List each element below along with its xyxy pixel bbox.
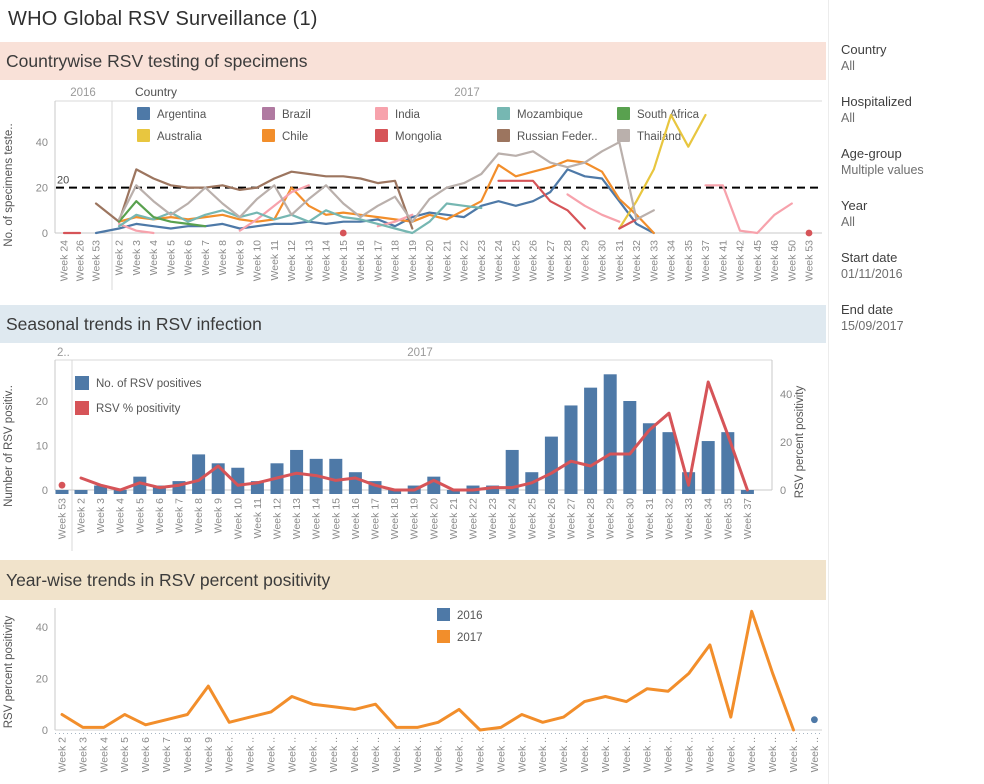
legend-label: Chile [282, 131, 309, 143]
y-tick-label: 0 [41, 228, 48, 240]
legend-swatch-argentina[interactable] [137, 107, 150, 120]
legend-label: Thailand [637, 131, 682, 143]
legend-label-positives: No. of RSV positives [96, 378, 202, 390]
legend-label-2017: 2017 [457, 632, 483, 644]
x-tick-label: Week 13 [291, 498, 304, 540]
rsv-positivity-point [59, 482, 66, 489]
x-tick-label: Week 35 [722, 498, 735, 540]
legend-swatch-chile[interactable] [262, 129, 275, 142]
legend-swatch-thailand[interactable] [617, 129, 630, 142]
x-tick-label: Week 2 [113, 240, 126, 276]
x-tick-label: Week .. [725, 737, 738, 773]
x-tick-label: Week 23 [475, 240, 488, 282]
bar-week-29 [604, 374, 617, 494]
x-tick-label: Week 3 [95, 498, 108, 534]
x-tick-label: Week 22 [467, 498, 480, 540]
x-tick-label: Week .. [683, 737, 696, 773]
x-tick-label: Week 16 [349, 498, 362, 540]
x-tick-label: Week .. [767, 737, 780, 773]
x-tick-label: Week 3 [130, 240, 143, 276]
x-tick-label: Week 4 [98, 737, 111, 773]
bar-week-8 [192, 454, 205, 494]
x-tick-label: Week 37 [700, 240, 712, 282]
filter-country[interactable] [841, 42, 984, 94]
bar-week-34 [702, 441, 715, 494]
bar-week-35 [721, 432, 734, 494]
filter-hospitalized[interactable] [841, 94, 984, 146]
x-tick-label: Week 7 [173, 498, 186, 534]
filter-value[interactable]: All [841, 111, 855, 125]
x-tick-label: Week 16 [355, 240, 367, 282]
filter-label: End date [841, 302, 894, 317]
filter-year[interactable] [841, 198, 984, 250]
legend-label-2016: 2016 [457, 610, 483, 622]
legend-swatch-2017[interactable] [437, 630, 450, 643]
x-tick-label: Week .. [516, 737, 529, 773]
x-tick-label: Week 11 [268, 240, 281, 281]
y-tick-label: 0 [41, 725, 48, 737]
x-tick-label: Week 17 [372, 240, 385, 282]
x-tick-label: Week 4 [114, 498, 127, 534]
x-tick-label: Week 27 [544, 240, 557, 282]
x-tick-label: Week 10 [232, 498, 245, 540]
y-axis-title: RSV percent positivity [3, 615, 15, 729]
reference-line-label: 20 [57, 174, 70, 187]
x-tick-label: Week 31 [643, 498, 656, 540]
x-tick-label: Week 41 [717, 240, 730, 282]
legend-swatch-brazil[interactable] [262, 107, 275, 120]
series-south-africa-line [119, 201, 205, 226]
x-tick-label: Week 13 [303, 240, 316, 282]
x-tick-label: Week 3 [77, 737, 90, 773]
right-y-tick: 0 [780, 485, 787, 497]
right-y-tick: 20 [780, 437, 793, 449]
x-tick-label: Week 22 [458, 240, 471, 282]
x-tick-label: Week 26 [74, 240, 87, 282]
series-2017-line [62, 611, 794, 730]
legend-label: South Africa [637, 109, 700, 121]
x-tick-label: Week 53 [56, 498, 69, 540]
x-tick-label: Week .. [411, 737, 424, 773]
x-tick-label: Week .. [620, 737, 633, 773]
x-tick-label: Week .. [558, 737, 571, 773]
x-tick-label: Week .. [390, 737, 403, 773]
x-tick-label: Week .. [495, 737, 508, 773]
section-title-yearwise: Year-wise trends in RSV percent positivity [6, 569, 331, 590]
x-tick-label: Week 25 [526, 498, 539, 540]
filter-label: Hospitalized [841, 94, 912, 109]
x-tick-label: Week 45 [751, 240, 764, 282]
y-tick-label: 40 [35, 621, 48, 634]
x-tick-label: Week 30 [624, 498, 637, 540]
filter-end-date[interactable] [841, 302, 984, 354]
legend-swatch-2016[interactable] [437, 608, 450, 621]
legend-label: Argentina [157, 109, 207, 121]
legend-swatch-positives[interactable] [75, 376, 89, 390]
series-mongolia-point [340, 230, 347, 237]
x-tick-label: Week 19 [408, 498, 421, 540]
chart-countrywise-specimens[interactable] [0, 85, 828, 300]
section-title-seasonal: Seasonal trends in RSV infection [6, 313, 262, 334]
year-label-2017: 2017 [407, 347, 433, 359]
legend-swatch-india[interactable] [375, 107, 388, 120]
filter-value[interactable]: Multiple values [841, 163, 924, 177]
x-tick-label: Week 6 [140, 737, 153, 773]
legend-label: Australia [157, 131, 202, 143]
bar-week-15 [329, 459, 342, 494]
section-title-countrywise: Countrywise RSV testing of specimens [6, 50, 308, 71]
series-2016-point [811, 716, 818, 723]
x-tick-label: Week 19 [406, 240, 419, 282]
x-tick-label: Week 24 [58, 240, 71, 282]
x-tick-label: Week 53 [803, 240, 816, 282]
section-header-countrywise [0, 42, 826, 80]
legend-label: India [395, 109, 420, 121]
filter-value[interactable]: All [841, 59, 855, 73]
y-tick-label: 40 [35, 137, 48, 150]
bar-week-27 [565, 405, 578, 494]
legend-label: Mozambique [517, 109, 583, 121]
x-tick-label: Week 14 [310, 498, 323, 540]
filter-age-group[interactable] [841, 146, 984, 198]
y-tick-label: 20 [35, 182, 48, 195]
x-tick-label: Week .. [349, 737, 362, 773]
x-tick-label: Week 29 [579, 240, 592, 282]
x-tick-label: Week 32 [631, 240, 643, 282]
year-label-2017: 2017 [454, 87, 480, 99]
x-tick-label: Week .. [244, 737, 257, 773]
x-tick-label: Week 30 [596, 240, 609, 282]
x-tick-label: Week .. [474, 737, 487, 773]
filter-value[interactable]: 01/11/2016 [841, 267, 903, 281]
x-tick-label: Week 24 [506, 498, 519, 540]
x-tick-label: Week 2 [56, 737, 69, 773]
year-label-2016: 2016 [70, 87, 96, 99]
filter-label: Start date [841, 250, 898, 265]
x-tick-label: Week .. [641, 737, 654, 773]
x-tick-label: Week 6 [153, 498, 166, 534]
x-tick-label: Week 8 [217, 240, 229, 276]
x-tick-label: Week 15 [337, 240, 350, 282]
page-title: WHO Global RSV Surveillance (1) [8, 8, 318, 30]
x-tick-label: Week 20 [428, 498, 441, 540]
x-tick-label: Week .. [307, 737, 320, 773]
legend-label-positivity: RSV % positivity [96, 403, 181, 415]
bar-week-2 [75, 490, 88, 494]
x-tick-label: Week .. [788, 737, 800, 773]
legend-swatch-mozambique[interactable] [497, 107, 510, 120]
x-tick-label: Week .. [370, 737, 382, 773]
x-tick-label: Week 20 [424, 240, 436, 282]
x-tick-label: Week .. [579, 737, 591, 773]
x-tick-label: Week .. [808, 737, 821, 773]
x-tick-label: Week 2 [75, 498, 88, 534]
x-tick-label: Week .. [223, 737, 236, 773]
x-tick-label: Week .. [328, 737, 341, 773]
filter-label: Year [841, 198, 868, 213]
left-y-tick: 0 [41, 485, 48, 497]
x-tick-label: Week 8 [193, 498, 206, 534]
legend-swatch-south-africa[interactable] [617, 107, 630, 120]
x-tick-label: Week 9 [212, 498, 225, 534]
x-tick-label: Week .. [265, 737, 278, 773]
legend-swatch-positivity[interactable] [75, 401, 89, 415]
x-tick-label: Week .. [432, 737, 445, 773]
bar-week-16 [349, 472, 362, 494]
x-tick-label: Week 32 [663, 498, 676, 540]
x-tick-label: Week 9 [202, 737, 215, 773]
x-tick-label: Week 34 [665, 240, 678, 282]
x-tick-label: Week .. [704, 737, 717, 773]
x-tick-label: Week 50 [786, 240, 799, 282]
left-axis-title: Number of RSV positiv.. [3, 385, 15, 507]
bar-week-53 [56, 490, 69, 494]
x-tick-label: Week 4 [148, 240, 160, 276]
x-tick-label: Week 8 [181, 737, 194, 773]
x-tick-label: Week 46 [769, 240, 781, 282]
chart-yearwise-positivity[interactable] [0, 600, 828, 784]
x-tick-label: Week 17 [369, 498, 382, 540]
y-tick-label: 20 [35, 673, 48, 686]
x-tick-label: Week .. [286, 737, 299, 773]
x-tick-label: Week 24 [493, 240, 505, 282]
x-tick-label: Week 9 [234, 240, 247, 276]
x-tick-label: Week 28 [562, 240, 574, 282]
legend-swatch-russian-feder-[interactable] [497, 129, 510, 142]
x-tick-label: Week 26 [527, 240, 540, 282]
x-tick-label: Week 7 [161, 737, 173, 773]
section-header-seasonal [0, 305, 826, 343]
legend-swatch-mongolia[interactable] [375, 129, 388, 142]
filter-sidebar [828, 0, 984, 784]
x-tick-label: Week 21 [441, 240, 454, 282]
x-tick-label: Week 5 [134, 498, 147, 534]
legend-label: Russian Feder.. [517, 131, 598, 143]
bar-week-28 [584, 388, 597, 494]
y-axis-title: No. of specimens teste.. [3, 123, 15, 247]
x-tick-label: Week 11 [251, 498, 264, 539]
section-header-yearwise [0, 560, 826, 600]
filter-value[interactable]: All [841, 215, 855, 229]
x-tick-label: Week 6 [182, 240, 195, 276]
x-tick-label: Week 14 [320, 240, 333, 282]
x-tick-label: Week 12 [286, 240, 298, 282]
series-mongolia-point [806, 230, 813, 237]
bar-week-26 [545, 437, 558, 494]
bar-week-32 [663, 432, 676, 494]
x-tick-label: Week .. [662, 737, 675, 773]
x-tick-label: Week 33 [648, 240, 661, 282]
x-tick-label: Week 42 [734, 240, 747, 282]
legend-label: Brazil [282, 109, 311, 121]
x-tick-label: Week 33 [683, 498, 696, 540]
legend-swatch-australia[interactable] [137, 129, 150, 142]
x-tick-label: Week 21 [447, 498, 460, 540]
x-tick-label: Week 25 [510, 240, 523, 282]
right-y-tick: 40 [780, 389, 793, 401]
x-tick-label: Week 10 [251, 240, 264, 282]
x-tick-label: Week 18 [389, 240, 402, 282]
x-tick-label: Week 26 [545, 498, 558, 540]
filter-label: Country [841, 42, 887, 57]
year-label-2016: 2.. [57, 347, 70, 359]
x-tick-label: Week .. [453, 737, 466, 773]
filter-start-date[interactable] [841, 250, 984, 302]
filter-value[interactable]: 15/09/2017 [841, 319, 904, 333]
series-india-line [706, 185, 792, 233]
chart-seasonal-trends[interactable] [0, 346, 828, 558]
x-tick-label: Week 12 [271, 498, 284, 540]
left-y-tick: 10 [35, 440, 48, 453]
filter-label: Age-group [841, 146, 902, 161]
x-tick-label: Week 29 [604, 498, 617, 540]
x-tick-label: Week 5 [119, 737, 132, 773]
x-tick-label: Week .. [746, 737, 759, 773]
x-tick-label: Week .. [537, 737, 550, 773]
left-y-tick: 20 [35, 396, 48, 408]
x-tick-label: Week 37 [741, 498, 754, 540]
x-tick-label: Week 15 [330, 498, 343, 540]
x-tick-label: Week 7 [199, 240, 212, 276]
legend-label: Mongolia [395, 131, 442, 143]
x-tick-label: Week 31 [613, 240, 626, 282]
x-tick-label: Week 53 [90, 240, 103, 282]
x-tick-label: Week .. [599, 737, 612, 773]
x-tick-label: Week 27 [565, 498, 578, 540]
x-tick-label: Week 23 [487, 498, 500, 540]
x-tick-label: Week 35 [682, 240, 695, 282]
right-axis-title: RSV percent positivity [794, 385, 806, 499]
x-tick-label: Week 34 [702, 498, 715, 540]
legend-title: Country [135, 85, 178, 99]
x-tick-label: Week 18 [389, 498, 402, 540]
x-tick-label: Week 28 [585, 498, 598, 540]
x-tick-label: Week 5 [165, 240, 178, 276]
